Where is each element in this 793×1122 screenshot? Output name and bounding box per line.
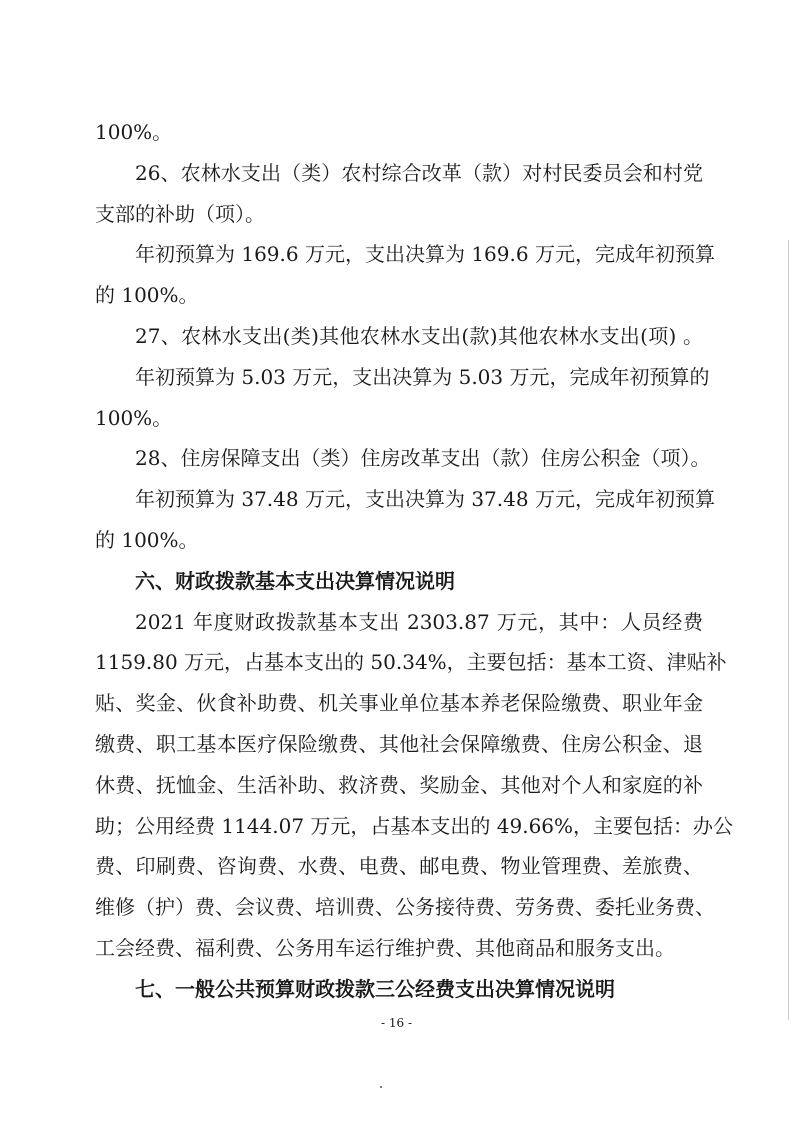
text-line: 费、印刷费、咨询费、水费、电费、邮电费、物业管理费、差旅费、	[95, 854, 703, 879]
text-line: 26、农林水支出（类）农村综合改革（款）对村民委员会和村党	[135, 160, 703, 185]
text-line: 维修（护）费、会议费、培训费、公务接待费、劳务费、委托业务费、	[95, 895, 715, 920]
text-line: 缴费、职工基本医疗保险缴费、其他社会保障缴费、住房公积金、退	[95, 731, 703, 756]
page-number: - 16 -	[380, 1016, 412, 1030]
text-line: 2021 年度财政拨款基本支出 2303.87 万元，其中：人员经费	[135, 609, 703, 634]
text-line: 助；公用经费 1144.07 万元，占基本支出的 49.66%，主要包括：办公	[95, 813, 734, 838]
text-line: 的 100%。	[95, 283, 199, 308]
text-line: 27、农林水支出(类)其他农林水支出(款)其他农林水支出(项) 。	[135, 323, 703, 348]
section-heading: 七、一般公共预算财政拨款三公经费支出决算情况说明	[135, 976, 615, 1001]
text-line: 年初预算为 169.6 万元，支出决算为 169.6 万元，完成年初预算	[135, 242, 715, 267]
text-line: 年初预算为 37.48 万元，支出决算为 37.48 万元，完成年初预算	[135, 487, 715, 512]
text-line: 休费、抚恤金、生活补助、救济费、奖励金、其他对个人和家庭的补	[95, 772, 703, 797]
text-line: 支部的补助（项）。	[95, 201, 265, 226]
scan-edge-line	[788, 240, 789, 1020]
section-heading: 六、财政拨款基本支出决算情况说明	[135, 568, 455, 593]
text-line: 28、住房保障支出（类）住房改革支出（款）住房公积金（项）。	[135, 446, 711, 471]
text-line: 的 100%。	[95, 527, 199, 552]
text-line: 年初预算为 5.03 万元，支出决算为 5.03 万元，完成年初预算的	[135, 364, 710, 389]
scan-speck	[380, 1086, 382, 1088]
text-line: 100%。	[95, 405, 173, 430]
text-line: 1159.80 万元，占基本支出的 50.34%，主要包括：基本工资、津贴补	[95, 650, 727, 675]
document-body	[95, 112, 734, 1010]
text-line: 贴、奖金、伙食补助费、机关事业单位基本养老保险缴费、职业年金	[95, 691, 703, 716]
text-line: 100%。	[95, 120, 173, 144]
text-line: 工会经费、福利费、公务用车运行维护费、其他商品和服务支出。	[95, 935, 675, 960]
